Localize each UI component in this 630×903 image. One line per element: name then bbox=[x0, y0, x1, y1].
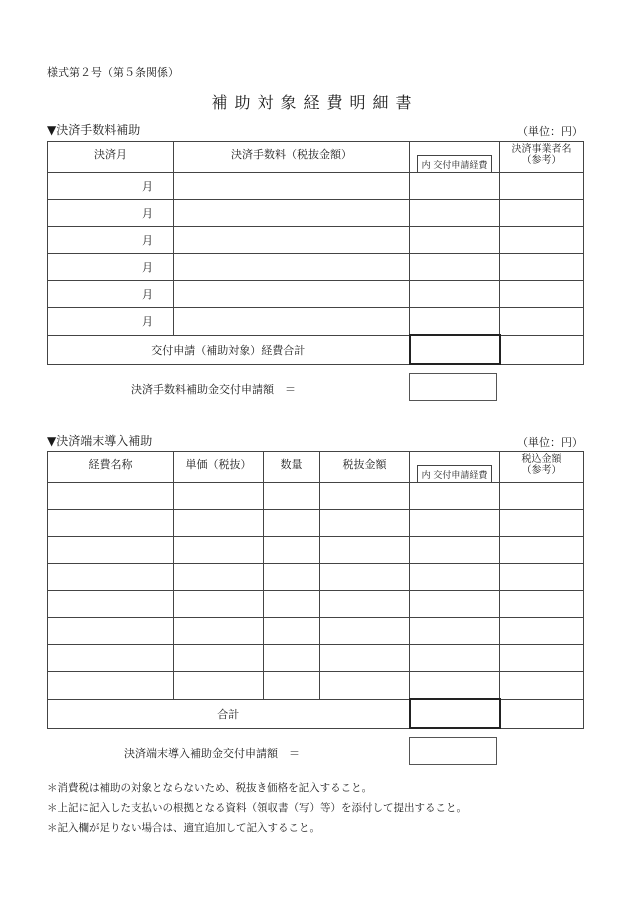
amount-cell[interactable] bbox=[320, 591, 410, 618]
qty-cell[interactable] bbox=[264, 672, 320, 700]
fee-cell[interactable] bbox=[174, 227, 410, 254]
fee-total-label: 交付申請（補助対象）経費合計 bbox=[48, 335, 410, 364]
subsidy-cell[interactable] bbox=[410, 591, 500, 618]
qty-cell[interactable] bbox=[264, 537, 320, 564]
name-cell[interactable] bbox=[48, 483, 174, 510]
table-row bbox=[48, 510, 584, 537]
subsidy-cell[interactable] bbox=[410, 483, 500, 510]
provider-cell[interactable] bbox=[500, 281, 584, 308]
subsidy-cell[interactable] bbox=[410, 227, 500, 254]
header-subsidy-label: 内 交付申請経費 bbox=[417, 465, 493, 482]
provider-cell[interactable] bbox=[500, 200, 584, 227]
subsidy-cell[interactable] bbox=[410, 564, 500, 591]
unit-price-cell[interactable] bbox=[174, 537, 264, 564]
fee-cell[interactable] bbox=[174, 254, 410, 281]
incl-tax-cell[interactable] bbox=[500, 618, 584, 645]
unit-price-cell[interactable] bbox=[174, 591, 264, 618]
header-amount: 税抜金額 bbox=[320, 452, 410, 483]
amount-cell[interactable] bbox=[320, 564, 410, 591]
unit-label-fee: （単位：円） bbox=[517, 125, 583, 138]
table-row bbox=[48, 618, 584, 645]
document-title: 補助対象経費明細書 bbox=[211, 93, 419, 112]
unit-price-cell[interactable] bbox=[174, 564, 264, 591]
month-cell[interactable]: 月 bbox=[48, 281, 174, 308]
section-heading-fee: ▼決済手数料補助 bbox=[47, 123, 141, 137]
note-add-rows: ＊記入欄が足りない場合は、適宜追加して記入すること。 bbox=[47, 822, 320, 834]
provider-cell[interactable] bbox=[500, 227, 584, 254]
table-row bbox=[48, 591, 584, 618]
fee-cell[interactable] bbox=[174, 200, 410, 227]
table-row bbox=[48, 672, 584, 700]
fee-application-box[interactable] bbox=[409, 373, 497, 401]
amount-cell[interactable] bbox=[320, 483, 410, 510]
name-cell[interactable] bbox=[48, 510, 174, 537]
terminal-total-box[interactable] bbox=[410, 699, 500, 728]
header-unit-price: 単価（税抜） bbox=[174, 452, 264, 483]
amount-cell[interactable] bbox=[320, 537, 410, 564]
month-cell[interactable]: 月 bbox=[48, 227, 174, 254]
form-number: 様式第２号（第５条関係） bbox=[47, 66, 179, 79]
subsidy-cell[interactable] bbox=[410, 618, 500, 645]
subsidy-cell[interactable] bbox=[410, 537, 500, 564]
subsidy-cell[interactable] bbox=[410, 281, 500, 308]
header-provider bbox=[500, 142, 584, 173]
fee-cell[interactable] bbox=[174, 173, 410, 200]
name-cell[interactable] bbox=[48, 537, 174, 564]
qty-cell[interactable] bbox=[264, 510, 320, 537]
qty-cell[interactable] bbox=[264, 564, 320, 591]
fee-table bbox=[47, 141, 584, 365]
incl-tax-cell[interactable] bbox=[500, 537, 584, 564]
table-row bbox=[48, 537, 584, 564]
name-cell[interactable] bbox=[48, 672, 174, 700]
header-provider-note: （参考） bbox=[521, 155, 562, 166]
unit-price-cell[interactable] bbox=[174, 483, 264, 510]
subsidy-cell[interactable] bbox=[410, 254, 500, 281]
table-row bbox=[48, 308, 584, 336]
incl-tax-cell[interactable] bbox=[500, 591, 584, 618]
table-row bbox=[48, 227, 584, 254]
unit-price-cell[interactable] bbox=[174, 645, 264, 672]
terminal-table bbox=[47, 451, 584, 729]
subsidy-cell[interactable] bbox=[410, 200, 500, 227]
fee-cell[interactable] bbox=[174, 281, 410, 308]
amount-cell[interactable] bbox=[320, 645, 410, 672]
incl-tax-cell[interactable] bbox=[500, 564, 584, 591]
qty-cell[interactable] bbox=[264, 645, 320, 672]
qty-cell[interactable] bbox=[264, 618, 320, 645]
header-incl-tax-label: 税込金額 bbox=[521, 454, 562, 465]
name-cell[interactable] bbox=[48, 591, 174, 618]
header-subsidy bbox=[410, 452, 500, 483]
amount-cell[interactable] bbox=[320, 510, 410, 537]
header-subsidy-label: 内 交付申請経費 bbox=[417, 155, 493, 172]
note-tax: ＊消費税は補助の対象とならないため、税抜き価格を記入すること。 bbox=[47, 782, 373, 794]
table-row bbox=[48, 173, 584, 200]
table-row bbox=[48, 254, 584, 281]
terminal-total-label: 合計 bbox=[48, 699, 410, 728]
subsidy-cell[interactable] bbox=[410, 308, 500, 336]
table-row bbox=[48, 200, 584, 227]
fee-total-box[interactable] bbox=[410, 335, 500, 364]
incl-tax-cell[interactable] bbox=[500, 483, 584, 510]
name-cell[interactable] bbox=[48, 564, 174, 591]
incl-tax-cell[interactable] bbox=[500, 510, 584, 537]
qty-cell[interactable] bbox=[264, 591, 320, 618]
month-cell[interactable]: 月 bbox=[48, 200, 174, 227]
provider-cell[interactable] bbox=[500, 308, 584, 336]
terminal-total-blank bbox=[500, 699, 584, 728]
incl-tax-cell[interactable] bbox=[500, 672, 584, 700]
month-cell[interactable]: 月 bbox=[48, 254, 174, 281]
unit-price-cell[interactable] bbox=[174, 672, 264, 700]
section-heading-terminal: ▼決済端末導入補助 bbox=[47, 434, 153, 448]
month-cell[interactable]: 月 bbox=[48, 308, 174, 336]
unit-label-terminal: （単位：円） bbox=[517, 436, 583, 449]
month-cell[interactable]: 月 bbox=[48, 173, 174, 200]
header-month: 決済月 bbox=[48, 142, 174, 173]
terminal-application-box[interactable] bbox=[409, 737, 497, 765]
name-cell[interactable] bbox=[48, 645, 174, 672]
fee-application-label: 決済手数料補助金交付申請額 ＝ bbox=[131, 383, 296, 396]
unit-price-cell[interactable] bbox=[174, 618, 264, 645]
qty-cell[interactable] bbox=[264, 483, 320, 510]
table-row bbox=[48, 483, 584, 510]
header-subsidy bbox=[410, 142, 500, 173]
subsidy-cell[interactable] bbox=[410, 510, 500, 537]
provider-cell[interactable] bbox=[500, 254, 584, 281]
amount-cell[interactable] bbox=[320, 618, 410, 645]
incl-tax-cell[interactable] bbox=[500, 645, 584, 672]
header-fee: 決済手数料（税抜金額） bbox=[174, 142, 410, 173]
note-receipt: ＊上記に記入した支払いの根拠となる資料（領収書（写）等）を添付して提出すること。 bbox=[47, 802, 467, 814]
header-provider-label: 決済事業者名 bbox=[511, 144, 572, 155]
header-incl-tax bbox=[500, 452, 584, 483]
subsidy-cell[interactable] bbox=[410, 645, 500, 672]
table-row bbox=[48, 645, 584, 672]
header-qty: 数量 bbox=[264, 452, 320, 483]
provider-cell[interactable] bbox=[500, 173, 584, 200]
subsidy-cell[interactable] bbox=[410, 672, 500, 700]
terminal-application-label: 決済端末導入補助金交付申請額 ＝ bbox=[124, 747, 300, 760]
header-name: 経費名称 bbox=[48, 452, 174, 483]
table-row bbox=[48, 281, 584, 308]
unit-price-cell[interactable] bbox=[174, 510, 264, 537]
amount-cell[interactable] bbox=[320, 672, 410, 700]
header-incl-tax-note: （参考） bbox=[521, 465, 562, 476]
fee-cell[interactable] bbox=[174, 308, 410, 336]
subsidy-cell[interactable] bbox=[410, 173, 500, 200]
fee-total-blank bbox=[500, 335, 584, 364]
table-row bbox=[48, 564, 584, 591]
name-cell[interactable] bbox=[48, 618, 174, 645]
